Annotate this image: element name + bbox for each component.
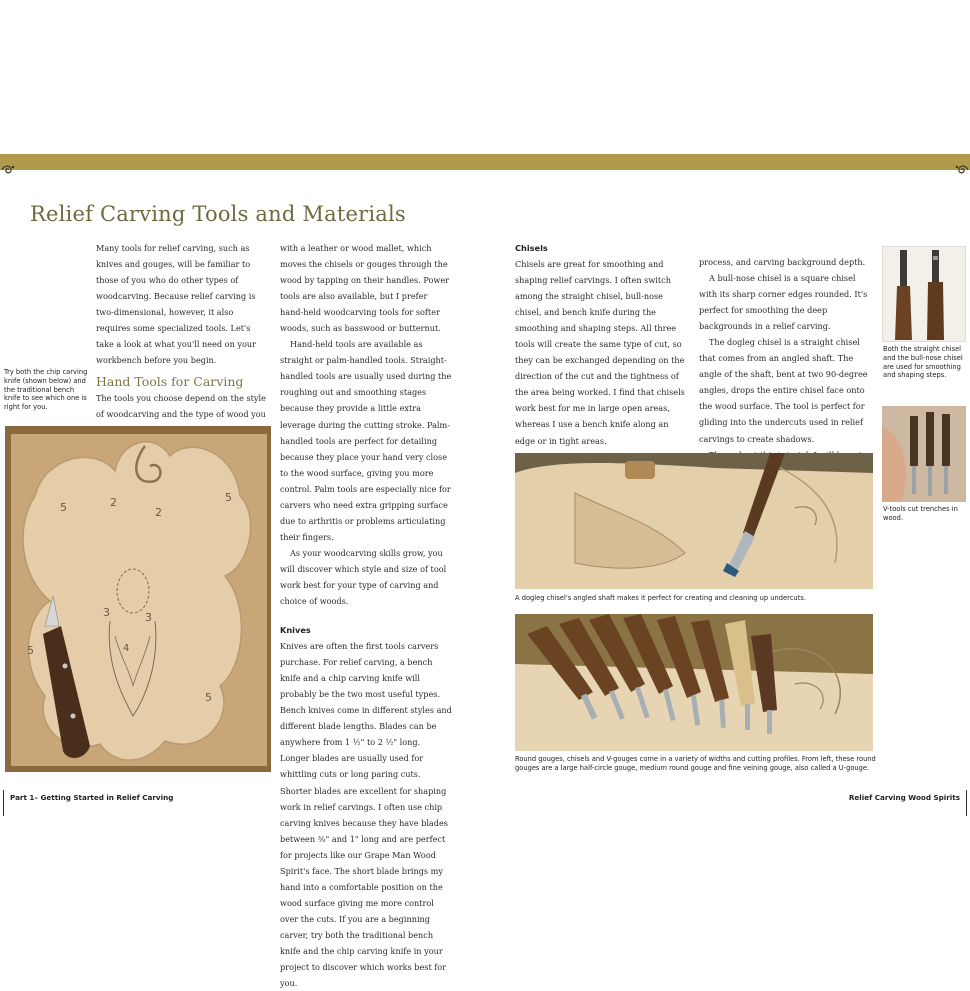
photo-carving-with-knife	[5, 426, 271, 772]
photo-dogleg-chisel	[515, 453, 873, 589]
caption-gouges: Round gouges, chisels and V-gouges come in a variety of widths and cutting profiles. From left, these round gouges are a large half-circle gouge, medium round gouge and fine veining gouge, also called a U-gouge.	[515, 755, 876, 772]
caption-dogleg: A dogleg chisel's angled shaft makes it perfect for creating and cleaning up undercuts.	[515, 594, 806, 602]
header-band	[0, 154, 970, 170]
column-2	[280, 240, 452, 991]
knives-paragraph: Knives are often the first tools carvers purchase. For relief carving, a bench knife and a chip carving knife will probably be the two most useful types. Bench knives come in different styles and different blade lengths. Blades can be anywhere from 1 ½" to 2 ½" long. Longer blades are usually used for whittling cuts or long paring cuts. Shorter blades are excellent for shaping work in relief carvings. I often use chip carving knives because they have blades between ⅜" and 1" long and are perfect for projects like our Grape Man Wood Spirit's face. The short blade brings my hand into a comfortable position on the wood surface giving me more control over the cuts. If you are a beginning carver, try both the traditional bench knife and the chip carving knife in your project to discover which works best for you.	[280, 641, 452, 989]
hand-tools-paragraph: The tools you choose depend on the style of woodcarving and the type of wood you	[96, 393, 266, 420]
svg-text:5: 5	[27, 644, 34, 657]
skills-paragraph: As your woodcarving skills grow, you will discover which style and size of tool work best for your type of carving and choice of woods.	[280, 547, 447, 607]
svg-text:5: 5	[60, 501, 67, 514]
footer-right: Relief Carving Wood Spirits	[848, 793, 960, 802]
bull-nose-paragraph: A bull-nose chisel is a square chisel with its sharp corner edges rounded. It's perfect for smoothing the deep backgrounds in a relief carving.	[699, 273, 868, 332]
caption-knives: Try both the chip carving knife (shown below) and the traditional bench knife to see which one is right for you.	[4, 368, 88, 412]
footer-left: Part 1– Getting Started in Relief Carving	[10, 793, 174, 802]
process-paragraph: process, and carving background depth.	[699, 257, 866, 267]
svg-text:2: 2	[110, 496, 117, 509]
flourish-right-icon	[955, 164, 969, 176]
svg-text:5: 5	[225, 491, 232, 504]
footer-rule-left	[3, 790, 4, 816]
caption-chisels-side: Both the straight chisel and the bull-nose chisel are used for smoothing and shaping steps.	[883, 345, 963, 380]
footer-rule-right	[966, 790, 967, 816]
chisels-heading: Chisels	[515, 243, 548, 253]
mallet-paragraph: with a leather or wood mallet, which moves the chisels or gouges through the wood by tapping on their handles. Power tools are also available, but I prefer hand-held woodcarving tools for softer woods, such as basswood or butternut.	[280, 243, 450, 334]
caption-vtools-side: V-tools cut trenches in wood.	[883, 505, 958, 522]
intro-paragraph: Many tools for relief carving, such as knives and gouges, will be familiar to those of you who do other types of woodcarving. Because relief carving is two-dimensional, however, it also requires some specialized tools. Let's take a look at what you'll need on your workbench before you begin.	[96, 243, 256, 366]
photo-gouges	[515, 614, 873, 751]
handled-tools-paragraph: Hand-held tools are available as straight or palm-handled tools. Straight-handled tools are usually used during the roughing out and smoothing stages because they provide a little extra leverage during the cutting stroke. Palm-handled tools are perfect for detailing because they place your hand very close to the wood surface, giving you more control. Palm tools are especially nice for carvers who need extra gripping surface due to arthritis or problems articulating their fingers.	[280, 339, 452, 542]
svg-text:3: 3	[145, 611, 152, 624]
flourish-left-icon	[1, 164, 15, 176]
photo-straight-bullnose-chisels	[882, 246, 966, 342]
chisels-paragraph: Chisels are great for smoothing and shaping relief carvings. I often switch among the straight chisel, bull-nose chisel, and bench knife during the smoothing and shaping steps. All three tools will create the same type of cut, so they can be exchanged depending on the direction of the cut and the tightness of the area being worked. I find that chisels work best for me in large open areas, whereas I use a bench knife along an edge or in tight areas.	[515, 259, 685, 446]
photo-vtools	[882, 406, 966, 502]
svg-text:3: 3	[103, 606, 110, 619]
knives-heading: Knives	[280, 625, 311, 636]
page-title: Relief Carving Tools and Materials	[30, 202, 406, 226]
svg-text:5: 5	[205, 691, 212, 704]
hand-tools-heading: Hand Tools for Carving	[96, 374, 244, 390]
dogleg-paragraph: The dogleg chisel is a straight chisel that comes from an angled shaft. The angle of the shaft, bent at two 90-degree angles, drops the entire chisel face onto the wood surface. The tool is perfect for gliding into the undercuts used in relief carvings to create shadows.	[699, 337, 868, 444]
svg-text:2: 2	[155, 506, 162, 519]
svg-text:4: 4	[123, 643, 130, 654]
